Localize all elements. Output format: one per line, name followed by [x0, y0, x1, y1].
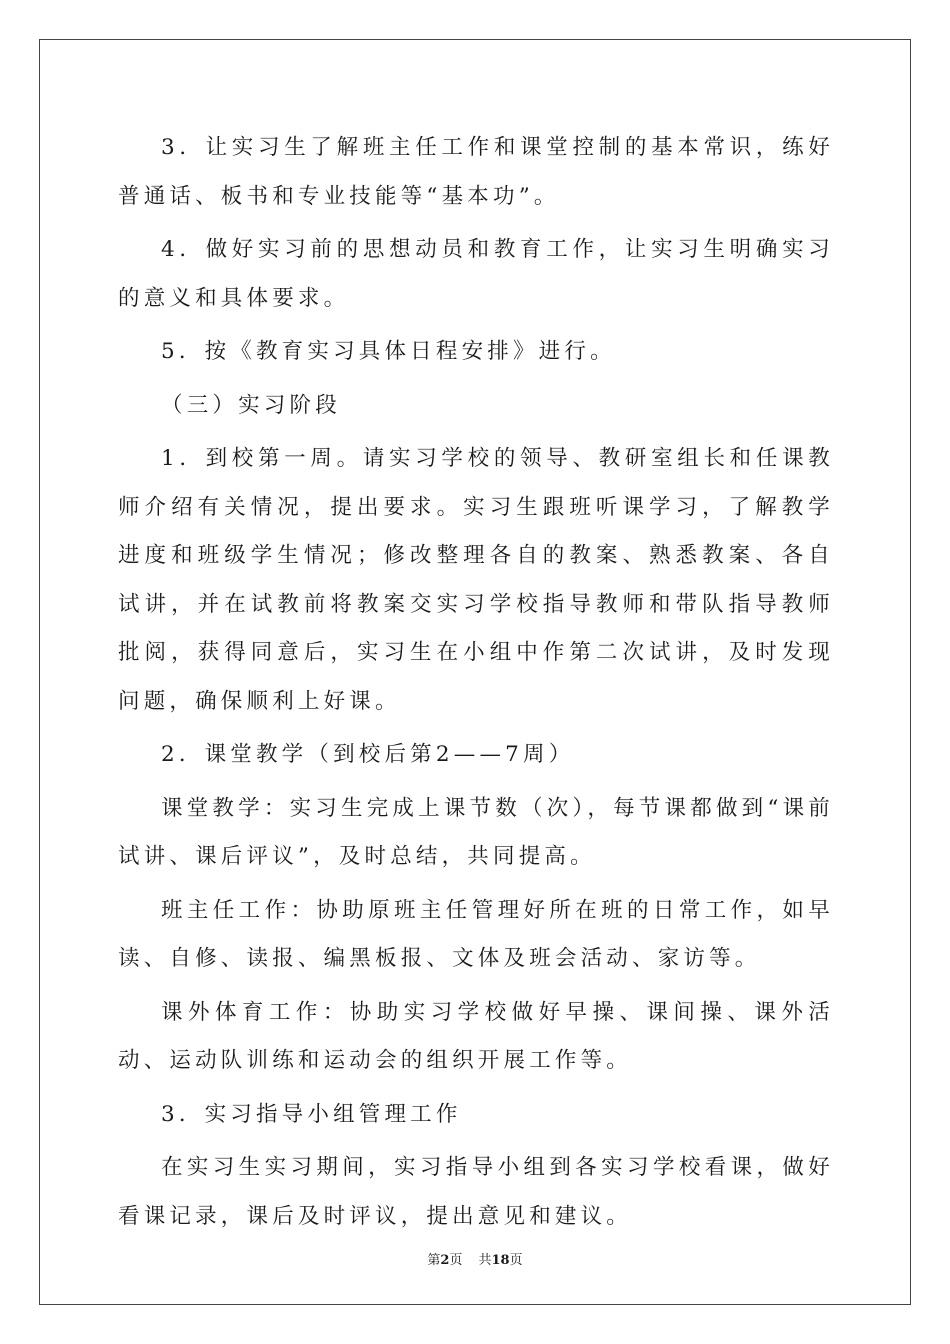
- page-footer: [0, 1249, 950, 1268]
- total-prefix: 共: [478, 1253, 492, 1268]
- paragraph: 3．实习指导小组管理工作: [161, 1101, 462, 1127]
- paragraph: 4．做好实习前的思想动员和教育工作，让实习生明确实习的意义和具体要求。: [118, 237, 834, 311]
- section-heading: （三）实习阶段: [161, 392, 341, 418]
- total-suffix: 页: [509, 1253, 523, 1268]
- paragraph: 3．让实习生了解班主任工作和课堂控制的基本常识，练好普通话、板书和专业技能等“基本功”。: [118, 135, 834, 209]
- page-prefix: 第: [427, 1253, 441, 1268]
- page-number: 2: [440, 1253, 450, 1268]
- paragraph: 1．到校第一周。请实习学校的领导、教研室组长和任课教师介绍有关情况，提出要求。实习生跟班听课学习，了解教学进度和班级学生情况；修改整理各自的教案、熟悉教案、各自试讲，并在试教前将教案交实习学校指导教师和带队指导教师批阅，获得同意后，实习生在小组中作第二次试讲，及时发现问题，确保顺利上好课。: [118, 446, 834, 714]
- paragraph: 班主任工作：协助原班主任管理好所在班的日常工作，如早读、自修、读报、编黑板报、文体及班会活动、家访等。: [118, 897, 834, 971]
- paragraph: 5．按《教育实习具体日程安排》进行。: [161, 339, 616, 364]
- paragraph: 课堂教学：实习生完成上课节数（次），每节课都做到“课前试讲、课后评议”，及时总结，共同提高。: [118, 795, 834, 869]
- page-suffix: 页: [449, 1253, 463, 1268]
- paragraph: 2．课堂教学（到校后第2——7周）: [161, 742, 575, 767]
- paragraph: 课外体育工作：协助实习学校做好早操、课间操、课外活动、运动队训练和运动会的组织开展工作等。: [118, 999, 834, 1073]
- paragraph: 在实习生实习期间，实习指导小组到各实习学校看课，做好看课记录，课后及时评议，提出意见和建议。: [118, 1155, 834, 1229]
- document-body: [118, 124, 834, 1246]
- total-pages: 18: [491, 1253, 510, 1268]
